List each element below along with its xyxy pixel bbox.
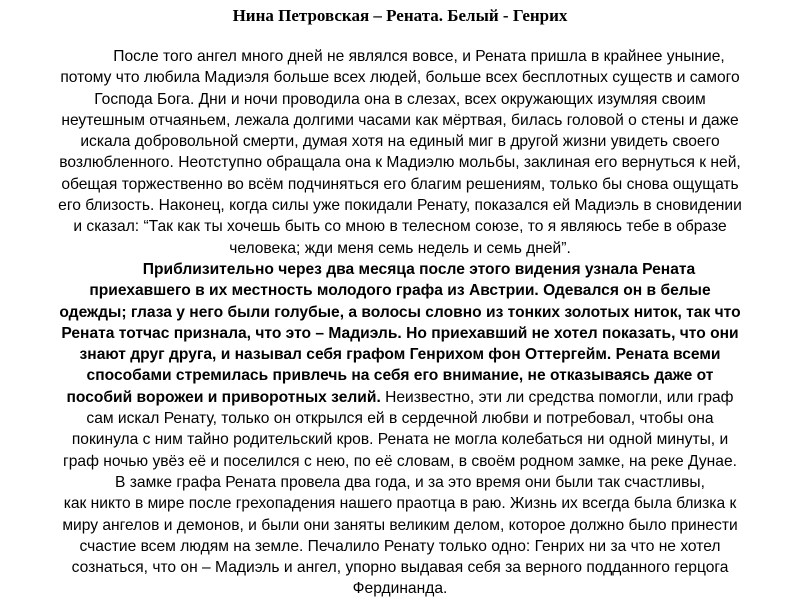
text-line: В замке графа Рената провела два года, и за это время они были так счастливы, (115, 473, 705, 491)
text-fragment: Неизвестно, эти ли средства помогли, или граф (380, 388, 734, 406)
text-line (6, 387, 794, 408)
page-title: Нина Петровская – Рената. Белый - Генрих (232, 6, 568, 25)
text-line: Фердинанда. (352, 580, 448, 598)
text-line: Приблизительно через два месяца после этого видения узнала Рената (142, 260, 696, 278)
text-line: приехавшего в их местность молодого графа из Австрии. Одевался он в белые (89, 282, 711, 300)
text-line: миру ангелов и демонов, и были они заняты великим делом, которое должно было принести (62, 516, 738, 534)
text-line: обещая торжественно во всём подчиняться его благим решениям, только бы снова ощущать (61, 175, 739, 193)
text-line: Господа Бога. Дни и ночи проводила она в слезах, всех окружающих изумляя своим (94, 90, 706, 108)
text-line: граф ночью увёз её и поселился с нею, по её словам, в своём родном замке, на реке Дунае. (63, 452, 737, 470)
text-line: неутешным отчаяньем, лежала долгими часами как мёртвая, билась головой о стены и даже (61, 111, 739, 129)
text-line: покинула с ним тайно родительский кров. Рената не могла колебаться ни одной минуты, и (71, 431, 729, 449)
text-line: сознаться, что он – Мадиэль и ангел, упорно выдавая себя за верного подданного герцога (71, 559, 729, 577)
text-line: и сказал: “Так как ты хочешь быть со мною в телесном союзе, то я являюсь тебе в образе (73, 218, 727, 236)
text-line: возлюбленного. Неотступно обращала она к Мадиэлю мольбы, заклиная его вернуться к ней, (59, 154, 741, 172)
text-fragment-bold: пособий ворожеи и приворотных зелий. (66, 388, 381, 406)
text-line: человека; жди меня семь недель и семь дней”. (229, 239, 571, 257)
text-line: сам искал Ренату, только он открылся ей в сердечной любви и потребовал, чтобы она (86, 410, 714, 428)
text-line: После того ангел много дней не являлся вовсе, и Рената пришла в крайнее уныние, (113, 48, 725, 65)
text-line: искала добровольной смерти, думая хотя на единый миг в другой жизни увидеть своего (80, 133, 720, 151)
text-line: Рената тотчас признала, что это – Мадиэль. Но приехавший не хотел показать, что они (61, 324, 739, 342)
text-line: как никто в мире после грехопадения нашего праотца в раю. Жизнь их всегда была близка к (63, 495, 737, 513)
text-line: счастие всем людям на земле. Печалило Ренату только одно: Генрих ни за что не хотел (79, 537, 721, 555)
text-line: знают друг друга, и называл себя графом Генрихом фон Оттергейм. Рената всеми (79, 346, 721, 364)
text-line: одежды; глаза у него были голубые, а волосы словно из тонких золотых ниток, так что (59, 303, 741, 321)
body-text (6, 46, 794, 600)
text-line: способами стремилась привлечь на себя его внимание, не отказываясь даже от (86, 367, 714, 385)
text-line: его близость. Наконец, когда силы уже покидали Ренату, показался ей Мадиэль в сновидении (58, 197, 742, 215)
text-line: потому что любила Мадиэля больше всех людей, больше всех бесплотных существ и самого (60, 69, 740, 87)
